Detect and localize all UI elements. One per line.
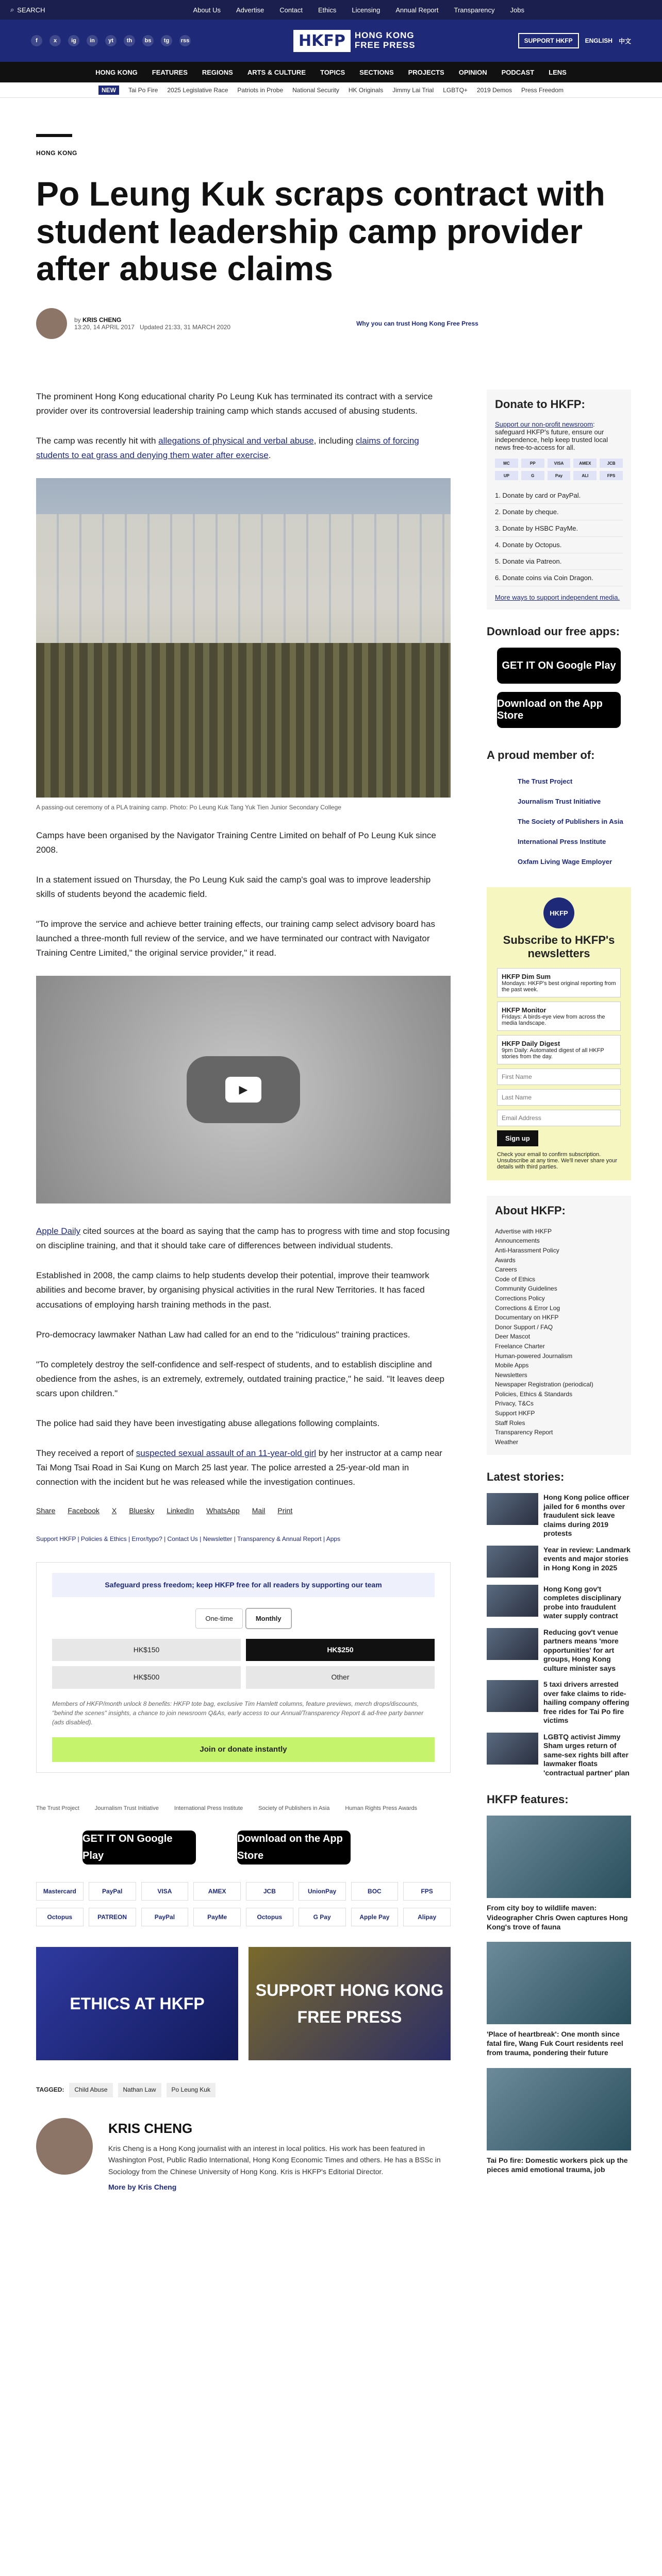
- share-label: Share: [36, 1506, 56, 1515]
- story-thumbnail: [487, 1680, 538, 1712]
- search-button[interactable]: ⌕ SEARCH: [10, 6, 45, 14]
- paragraph: The police had said they have been investigating abuse allegations following complaints.: [36, 1418, 380, 1428]
- feature-headline: From city boy to wildlife maven: Videographer Chris Owen captures Hong Kong's trove of fauna: [487, 1904, 628, 1931]
- amount-option-selected[interactable]: HK$250: [246, 1639, 435, 1661]
- payment-logo: FPS: [403, 1882, 451, 1901]
- newsletter-logo: HKFP: [543, 897, 574, 928]
- about-link[interactable]: Documentary on HKFP: [495, 1314, 559, 1321]
- photo-caption: A passing-out ceremony of a PLA training camp. Photo: Po Leung Kuk Tang Yuk Tien Junior Secondary College: [36, 804, 341, 811]
- share-linkedin[interactable]: LinkedIn: [167, 1506, 194, 1515]
- published-date: 13:20, 14 APRIL 2017: [74, 323, 135, 331]
- card-logo: MC: [495, 459, 518, 468]
- donate-method[interactable]: 1. Donate by card or PayPal.: [495, 487, 623, 504]
- share-whatsapp[interactable]: WhatsApp: [206, 1506, 240, 1515]
- tag-pill[interactable]: Po Leung Kuk: [167, 2083, 216, 2097]
- donate-method[interactable]: 5. Donate via Patreon.: [495, 553, 623, 570]
- member-logo[interactable]: The Society of Publishers in Asia: [518, 818, 623, 825]
- partner-logo[interactable]: Journalism Trust Initiative: [94, 1805, 159, 1812]
- app-store-button[interactable]: Download on the App Store: [237, 1831, 351, 1865]
- author-avatar: [36, 308, 67, 339]
- byline: by KRIS CHENG 13:20, 14 APRIL 2017 Updated 21:33, 31 MARCH 2020 Why you can trust Hong Kong Free Press: [36, 308, 626, 339]
- story-thumbnail: [487, 1493, 538, 1525]
- tag-link[interactable]: Press Freedom: [521, 86, 564, 94]
- payment-logo: PATREON: [89, 1908, 136, 1926]
- story-headline: Year in review: Landmark events and major stories in Hong Kong in 2025: [543, 1545, 631, 1572]
- nav-topics[interactable]: TOPICS: [320, 68, 345, 76]
- payment-logo: UnionPay: [299, 1882, 346, 1901]
- lang-english[interactable]: ENGLISH: [585, 37, 613, 44]
- toplink-jobs[interactable]: Jobs: [510, 6, 524, 14]
- newsletter-option[interactable]: HKFP Monitor Fridays: A birds-eye view from across the media landscape.: [497, 1002, 621, 1031]
- payment-logo: VISA: [141, 1882, 189, 1901]
- features-title: HKFP features:: [487, 1793, 569, 1806]
- partner-logo[interactable]: Society of Publishers in Asia: [258, 1805, 330, 1812]
- about-link[interactable]: Code of Ethics: [495, 1275, 536, 1283]
- article-footer-links[interactable]: Support HKFP | Policies & Ethics | Error/typo? | Contact Us | Newsletter | Transparency & Annual Report | Apps: [36, 1535, 341, 1543]
- card-logo: AMEX: [573, 459, 597, 468]
- tag-link[interactable]: National Security: [292, 86, 339, 94]
- payment-logo: BOC: [351, 1882, 399, 1901]
- story-headline: Hong Kong gov't completes disciplinary probe into fraudulent water supply contract: [543, 1584, 621, 1620]
- about-link[interactable]: Donor Support / FAQ: [495, 1323, 553, 1331]
- paragraph: "To completely destroy the self-confidence and self-respect of students, and to establish discipline and obedience from the ashes, is an extremely, extremely, outdated training practice," he said. "It leaves deep scars upon children.": [36, 1359, 444, 1398]
- sidebar-app-store[interactable]: Download on the App Store: [497, 692, 621, 728]
- divider: [36, 134, 72, 137]
- share-bluesky[interactable]: Bluesky: [129, 1506, 155, 1515]
- top-utility-bar: [0, 0, 662, 20]
- google-play-button[interactable]: GET IT ON Google Play: [82, 1831, 196, 1865]
- card-logo: Pay: [548, 471, 571, 480]
- story-thumbnail: [487, 1628, 538, 1660]
- author-name[interactable]: KRIS CHENG: [82, 316, 122, 324]
- feature-headline: Tai Po fire: Domestic workers pick up the pieces amid emotional trauma, job: [487, 2156, 628, 2174]
- paragraph: The camp was recently hit with allegations of physical and verbal abuse, including claims of forcing students to eat grass and denying them water after exercise.: [36, 436, 419, 461]
- card-logo: FPS: [600, 471, 623, 480]
- about-link[interactable]: Community Guidelines: [495, 1285, 557, 1293]
- payment-logo: PayPal: [89, 1882, 136, 1901]
- tab-one-time[interactable]: One-time: [195, 1608, 242, 1629]
- amount-option-other[interactable]: Other: [246, 1666, 435, 1688]
- toplink-contact[interactable]: Contact: [279, 6, 303, 14]
- card-logo: G: [521, 471, 544, 480]
- author-box-name[interactable]: KRIS CHENG: [108, 2121, 193, 2137]
- about-link[interactable]: Announcements: [495, 1237, 540, 1245]
- toplink-advertise[interactable]: Advertise: [236, 6, 264, 14]
- feature-headline: 'Place of heartbreak': One month since fatal fire, Wang Fuk Court residents reel from trauma, pondering their future: [487, 2030, 623, 2057]
- partner-logo[interactable]: International Press Institute: [174, 1805, 243, 1812]
- paragraph: Pro-democracy lawmaker Nathan Law had called for an end to the "ridiculous" training practices.: [36, 1329, 410, 1340]
- nav-lens[interactable]: LENS: [549, 68, 567, 76]
- about-link[interactable]: Transparency Report: [495, 1429, 553, 1436]
- feature-thumbnail: [487, 2068, 631, 2150]
- tag-link[interactable]: 2025 Legislative Race: [167, 86, 228, 94]
- donate-strip[interactable]: Safeguard press freedom; keep HKFP free for all readers by supporting our team: [52, 1573, 435, 1597]
- toplink-transparency[interactable]: Transparency: [454, 6, 495, 14]
- nav-podcast[interactable]: PODCAST: [501, 68, 535, 76]
- tag-pill[interactable]: Nathan Law: [118, 2083, 161, 2097]
- latest-title: Latest stories:: [487, 1470, 565, 1484]
- facebook-icon[interactable]: f: [31, 35, 42, 46]
- tag-link[interactable]: Jimmy Lai Trial: [392, 86, 434, 94]
- article-header: [0, 134, 662, 339]
- story-thumbnail: [487, 1585, 538, 1617]
- latest-story[interactable]: [487, 1546, 631, 1578]
- tagged-list: [36, 2083, 451, 2097]
- toplink-licensing[interactable]: Licensing: [352, 6, 380, 14]
- member-logo[interactable]: Oxfam Living Wage Employer: [518, 858, 613, 866]
- linkedin-icon[interactable]: in: [87, 35, 98, 46]
- tagged-label: TAGGED:: [36, 2086, 64, 2094]
- newsletter-option[interactable]: HKFP Daily Digest 9pm Daily: Automated digest of all HKFP stories from the day.: [497, 1035, 621, 1064]
- member-logo[interactable]: International Press Institute: [518, 838, 606, 845]
- paragraph: In a statement issued on Thursday, the Po Leung Kuk said the camp's goal was to improve leadership skills of students beyond the academic field.: [36, 875, 431, 900]
- lang-chinese[interactable]: 中文: [618, 37, 631, 45]
- newsletter-option[interactable]: HKFP Dim Sum Mondays: HKFP's best original reporting from the past week.: [497, 968, 621, 997]
- tab-monthly[interactable]: Monthly: [246, 1608, 291, 1629]
- latest-story[interactable]: [487, 1585, 631, 1621]
- about-link[interactable]: Careers: [495, 1266, 517, 1274]
- payment-logo: G Pay: [299, 1908, 346, 1926]
- apps-title: Download our free apps:: [487, 625, 620, 638]
- donate-title: Donate to HKFP:: [495, 398, 585, 411]
- support-banner[interactable]: SUPPORT HONG KONG FREE PRESS: [249, 1947, 451, 2060]
- instagram-icon[interactable]: ig: [68, 35, 79, 46]
- tag-link[interactable]: LGBTQ+: [443, 86, 468, 94]
- tag-link[interactable]: Patriots in Probe: [237, 86, 284, 94]
- about-link[interactable]: Corrections Policy: [495, 1294, 545, 1302]
- site-logo[interactable]: [293, 30, 416, 52]
- feature-thumbnail: [487, 1942, 631, 2024]
- paragraph: Established in 2008, the camp claims to help students develop their potential, improve their teamwork abilities and become braver, by organising physical activities in the rural New Territories. It has faced accusations of employing harsh training methods in the past.: [36, 1270, 429, 1310]
- updated-date: Updated 21:33, 31 MARCH 2020: [140, 323, 231, 331]
- main-nav: [0, 62, 662, 82]
- signup-button[interactable]: Sign up: [497, 1130, 538, 1146]
- search-icon: ⌕: [10, 6, 14, 13]
- author-bio: Kris Cheng is a Hong Kong journalist with an interest in local politics. His work has been featured in Washington Post, Public Radio International, Hong Kong Economic Times and others. He has a BSSc in Sociology from the Chinese University of Hong Kong. Kris is HKFP's Editorial Director.: [108, 2144, 441, 2176]
- share-mail[interactable]: Mail: [252, 1506, 266, 1515]
- donate-widget: [36, 1562, 451, 1773]
- story-headline: 5 taxi drivers arrested over fake claims to ride-hailing company offering free rides for Tai Po fire victims: [543, 1680, 630, 1725]
- tag-pill[interactable]: Child Abuse: [69, 2083, 112, 2097]
- x-icon[interactable]: x: [49, 35, 61, 46]
- member-benefits: Members of HKFP/month unlock 8 benefits: HKFP tote bag, exclusive Tim Hamlett columns, feature previews, merch drops/discounts, "behind the scenes" insights, a chance to join newsroom Q&As, early access to our Annual/Transparency Report & ad-free party banner (ads disabled).: [52, 1700, 424, 1726]
- social-links: [31, 35, 191, 46]
- bluesky-icon[interactable]: bs: [142, 35, 154, 46]
- author-box: [36, 2118, 451, 2193]
- trending-tags: [0, 82, 662, 98]
- about-link[interactable]: Newspaper Registration (periodical): [495, 1381, 593, 1388]
- donate-method[interactable]: 6. Donate coins via Coin Dragon.: [495, 570, 623, 586]
- abuse-link[interactable]: allegations of physical and verbal abuse: [158, 436, 314, 446]
- partner-logo[interactable]: Human Rights Press Awards: [345, 1805, 418, 1812]
- rss-icon[interactable]: rss: [179, 35, 191, 46]
- logo-line1: HONG KONG: [354, 30, 415, 41]
- support-newsroom-link[interactable]: Support our non-profit newsroom: [495, 420, 593, 428]
- assault-report-link[interactable]: suspected sexual assault of an 11-year-old girl: [136, 1448, 317, 1458]
- about-link[interactable]: Freelance Charter: [495, 1342, 545, 1350]
- story-thumbnail: [487, 1546, 538, 1578]
- card-logo: JCB: [600, 459, 623, 468]
- email-input[interactable]: [497, 1110, 621, 1126]
- ethics-banner[interactable]: ETHICS AT HKFP: [36, 1947, 238, 2060]
- logo-mark: HKFP: [293, 30, 351, 52]
- payment-logo: AMEX: [193, 1882, 241, 1901]
- sidebar-google-play[interactable]: GET IT ON Google Play: [497, 648, 621, 684]
- card-logo: ALI: [573, 471, 597, 480]
- about-title: About HKFP:: [495, 1204, 566, 1217]
- card-logo: UP: [495, 471, 518, 480]
- paragraph: "To improve the service and achieve better training effects, our training camp select advisory board has launched a three-month full review of the service, and we have terminated our contract with Navigator Training Centre Limited," the original service provider," it read.: [36, 919, 435, 958]
- nav-hong-kong[interactable]: HONG KONG: [95, 68, 138, 76]
- story-thumbnail: [487, 1733, 538, 1765]
- about-link[interactable]: Anti-Harassment Policy: [495, 1246, 559, 1254]
- about-link[interactable]: Awards: [495, 1256, 516, 1264]
- logo-line2: FREE PRESS: [354, 40, 416, 50]
- newsletter-note: Check your email to confirm subscription. Unsubscribe at any time. We'll never share your details with third parties.: [497, 1151, 617, 1170]
- more-by-author-link[interactable]: More by Kris Cheng: [108, 2182, 177, 2191]
- payment-logo: Octopus: [36, 1908, 84, 1926]
- donate-method[interactable]: 3. Donate by HSBC PayMe.: [495, 520, 623, 537]
- donate-method[interactable]: 2. Donate by cheque.: [495, 504, 623, 520]
- story-headline: LGBTQ activist Jimmy Sham urges return of same-sex rights bill after lawmaker floats 'contractual partner' plan: [543, 1732, 630, 1777]
- member-logo[interactable]: Journalism Trust Initiative: [518, 798, 601, 805]
- feature-thumbnail: [487, 1816, 631, 1898]
- tag-link[interactable]: 2019 Demos: [476, 86, 512, 94]
- about-panel: [487, 1196, 631, 1455]
- payment-logo: Octopus: [246, 1908, 293, 1926]
- card-logos: [495, 459, 623, 480]
- article-title: Po Leung Kuk scraps contract with student leadership camp provider after abuse claims: [36, 175, 605, 288]
- author-avatar: [36, 2118, 93, 2175]
- feature-story[interactable]: [487, 1816, 631, 1931]
- camp-photo: [36, 478, 451, 798]
- play-icon[interactable]: ▶: [225, 1077, 261, 1103]
- embedded-video[interactable]: [36, 976, 451, 1204]
- amount-option[interactable]: HK$150: [52, 1639, 241, 1661]
- about-link[interactable]: Advertise with HKFP: [495, 1227, 552, 1235]
- telegram-icon[interactable]: tg: [161, 35, 172, 46]
- amount-option[interactable]: HK$500: [52, 1666, 241, 1688]
- about-link[interactable]: Privacy, T&Cs: [495, 1400, 534, 1408]
- apple-daily-link[interactable]: Apple Daily: [36, 1226, 80, 1236]
- paragraph: They received a report of suspected sexual assault of an 11-year-old girl by her instructor at a camp near Tai Mong Tsai Road in Sai Kung on March 25 last year. The police arrested a 25-year-old man in connection with the incident but he was released while the investigation continues.: [36, 1448, 442, 1487]
- tag-link[interactable]: Tai Po Fire: [128, 86, 158, 94]
- nav-projects[interactable]: PROJECTS: [408, 68, 444, 76]
- masthead: [0, 20, 662, 62]
- latest-story[interactable]: [487, 1680, 631, 1725]
- payment-logos: [36, 1882, 451, 1926]
- youtube-icon[interactable]: yt: [105, 35, 117, 46]
- donate-method[interactable]: 4. Donate by Octopus.: [495, 537, 623, 553]
- latest-story[interactable]: [487, 1628, 631, 1673]
- grass-claims-link[interactable]: claims of forcing students to eat grass and denying them water after exercise: [36, 436, 419, 461]
- article-body: [36, 389, 451, 2193]
- join-button[interactable]: Join or donate instantly: [52, 1737, 435, 1762]
- donate-panel: Donate to HKFP: Support our non-profit newsroom: safeguard HKFP's future, ensure our independence, help keep trusted local news free-to-access for all. MC PP VISA AMEX JCB UP G Pay ALI FPS 1. Donate by card or PayPal. 2. Donate by cheque. 3. Donate by HSBC PayMe. 4. Donate by Octopus. 5. Donate via Patreon. 6. Donate coins via Coin Dragon. More ways to support independent media.: [487, 389, 631, 609]
- nav-sections[interactable]: SECTIONS: [359, 68, 394, 76]
- toplink-annual-report[interactable]: Annual Report: [395, 6, 439, 14]
- payment-logo: Alipay: [403, 1908, 451, 1926]
- payment-logo: Apple Pay: [351, 1908, 399, 1926]
- latest-story[interactable]: [487, 1733, 631, 1778]
- first-name-input[interactable]: [497, 1069, 621, 1085]
- newsletter-panel: [487, 887, 631, 1180]
- nav-regions[interactable]: REGIONS: [202, 68, 233, 76]
- about-link[interactable]: Staff Roles: [495, 1419, 525, 1427]
- share-facebook[interactable]: Facebook: [68, 1506, 100, 1515]
- share-x[interactable]: X: [111, 1506, 117, 1515]
- support-hkfp-button[interactable]: SUPPORT HKFP: [518, 33, 579, 48]
- about-link[interactable]: Weather: [495, 1438, 519, 1446]
- nav-features[interactable]: FEATURES: [152, 68, 188, 76]
- more-ways-link[interactable]: More ways to support independent media.: [495, 594, 620, 601]
- feature-story[interactable]: [487, 1942, 631, 2058]
- partner-logo[interactable]: The Trust Project: [36, 1805, 79, 1812]
- about-link[interactable]: Human-powered Journalism: [495, 1352, 573, 1360]
- new-badge: NEW: [98, 86, 119, 95]
- tag-link[interactable]: HK Originals: [348, 86, 384, 94]
- about-link[interactable]: Mobile Apps: [495, 1362, 529, 1369]
- trust-link[interactable]: Why you can trust Hong Kong Free Press: [356, 319, 478, 327]
- toplink-ethics[interactable]: Ethics: [318, 6, 337, 14]
- paragraph: The prominent Hong Kong educational charity Po Leung Kuk has terminated its contract with a service provider over its controversial leadership training camp which stands accused of abusing students.: [36, 392, 433, 416]
- paragraph: Apple Daily cited sources at the board as saying that the camp has to progress with time and stop focusing on discipline training, and that it should take care of differences between individual students.: [36, 1226, 450, 1251]
- about-link[interactable]: Support HKFP: [495, 1410, 535, 1417]
- story-headline: Reducing gov't venue partners means 'more opportunities' for art groups, Hong Kong culture minister says: [543, 1628, 619, 1672]
- nav-opinion[interactable]: OPINION: [458, 68, 487, 76]
- threads-icon[interactable]: th: [124, 35, 135, 46]
- story-headline: Hong Kong police officer jailed for 6 months over fraudulent sick leave claims during 2019 protests: [543, 1493, 630, 1538]
- paragraph: Camps have been organised by the Navigator Training Centre Limited on behalf of Po Leung Kuk since 2008.: [36, 830, 436, 855]
- newsletter-title: Subscribe to HKFP's newsletters: [503, 934, 615, 960]
- member-logo[interactable]: The Trust Project: [518, 777, 573, 785]
- card-logo: VISA: [548, 459, 571, 468]
- feature-story[interactable]: [487, 2068, 631, 2174]
- about-link[interactable]: Corrections & Error Log: [495, 1304, 560, 1312]
- partner-logos: [36, 1804, 451, 1813]
- toplink-about[interactable]: About Us: [193, 6, 221, 14]
- payment-logo: PayMe: [193, 1908, 241, 1926]
- payment-logo: Mastercard: [36, 1882, 84, 1901]
- about-link[interactable]: Policies, Ethics & Standards: [495, 1390, 573, 1398]
- payment-logo: PayPal: [141, 1908, 189, 1926]
- about-link[interactable]: Newsletters: [495, 1371, 527, 1379]
- share-print[interactable]: Print: [277, 1506, 293, 1515]
- about-link[interactable]: Deer Mascot: [495, 1333, 531, 1341]
- payment-logo: JCB: [246, 1882, 293, 1901]
- last-name-input[interactable]: [497, 1089, 621, 1106]
- member-title: A proud member of:: [487, 749, 595, 761]
- latest-story[interactable]: [487, 1493, 631, 1538]
- section-label[interactable]: HONG KONG: [36, 149, 77, 157]
- card-logo: PP: [521, 459, 544, 468]
- nav-arts-culture[interactable]: ARTS & CULTURE: [247, 68, 306, 76]
- share-bar: [36, 1505, 451, 1517]
- top-links: [193, 6, 524, 14]
- sidebar: [487, 389, 631, 2184]
